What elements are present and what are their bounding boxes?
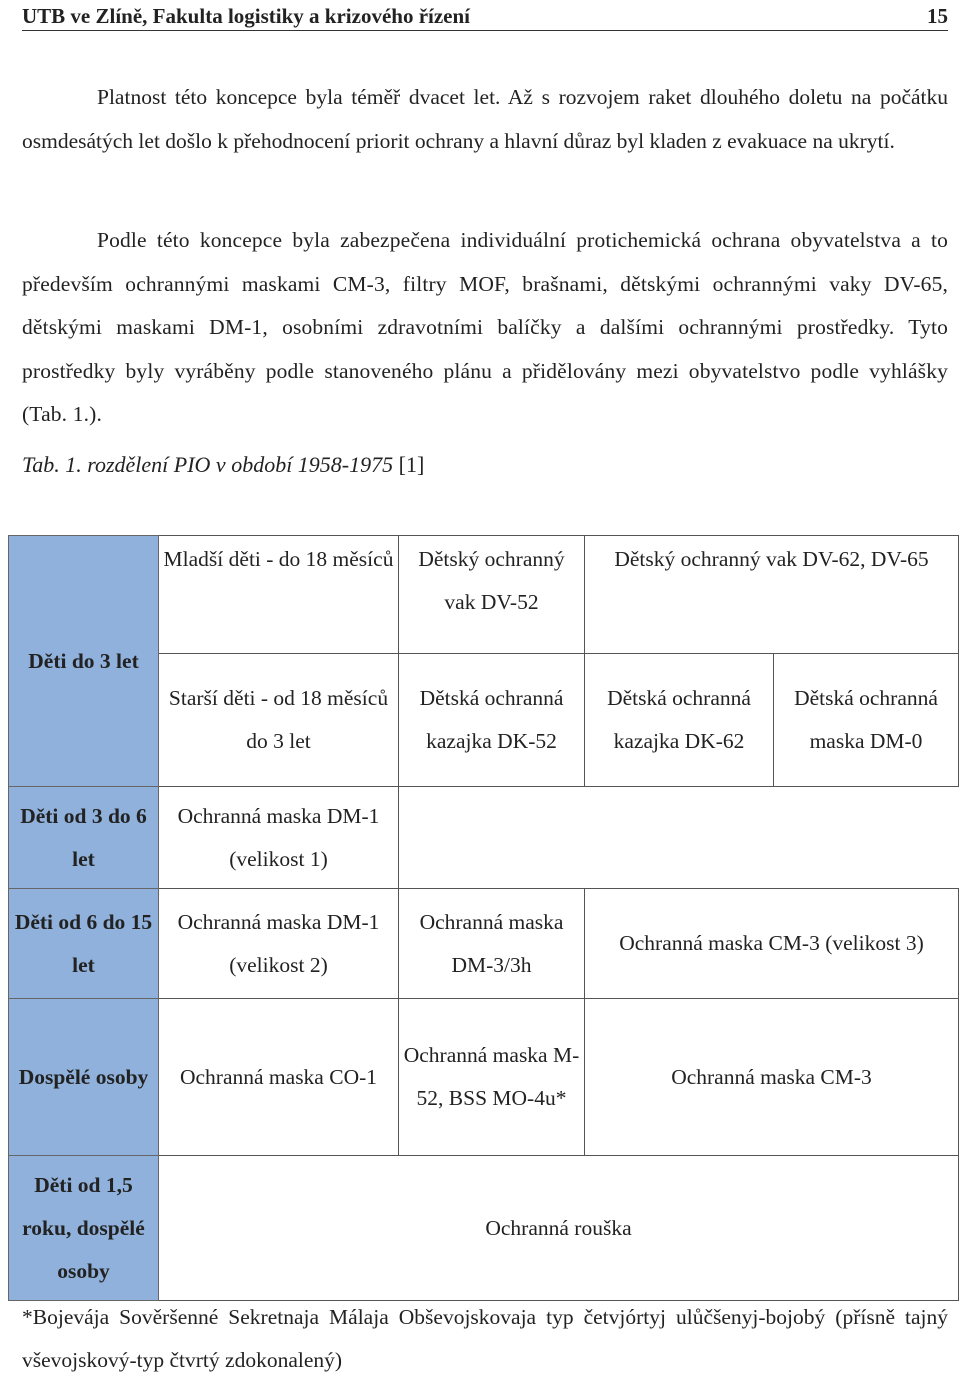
group-label-adults: Dospělé osoby	[9, 999, 159, 1156]
group-label-children-under-3: Děti do 3 let	[9, 536, 159, 787]
cell-younger-children: Mladší děti - do 18 měsíců	[159, 536, 399, 654]
table-caption-text: Tab. 1. rozdělení PIO v období 1958-1975	[22, 452, 394, 477]
table-row	[9, 889, 959, 999]
cell-co1: Ochranná maska CO-1	[159, 999, 399, 1156]
header-title: UTB ve Zlíně, Fakulta logistiky a krizového řízení	[22, 3, 471, 28]
cell-dk62: Dětská ochranná kazajka DK-62	[585, 654, 774, 787]
footnote	[22, 1296, 948, 1382]
cell-dv62-dv65: Dětský ochranný vak DV-62, DV-65	[585, 536, 959, 654]
table-row	[9, 536, 959, 654]
cell-older-children: Starší děti - od 18 měsíců do 3 let	[159, 654, 399, 787]
paragraph-1-text: Platnost této koncepce byla téměř dvacet let. Až s rozvojem raket dlouhého doletu na počátku osmdesátých let došlo k přehodnocení priorit ochrany a hlavní důraz byl kladen z evakuace na ukrytí.	[22, 85, 948, 153]
cell-dm0: Dětská ochranná maska DM-0	[774, 654, 959, 787]
cell-dm1-size1: Ochranná maska DM-1 (velikost 1)	[159, 787, 399, 889]
paragraph-1	[22, 76, 948, 163]
paragraph-2	[22, 219, 948, 437]
cell-dv52: Dětský ochranný vak DV-52	[399, 536, 585, 654]
page-header	[22, 2, 948, 31]
group-label-children-6-15: Děti od 6 do 15 let	[9, 889, 159, 999]
table-row	[9, 787, 959, 889]
cell-cm3: Ochranná maska CM-3	[585, 999, 959, 1156]
cell-cm3-size3: Ochranná maska CM-3 (velikost 3)	[585, 889, 959, 999]
cell-m52-bss: Ochranná maska M-52, BSS MO-4u*	[399, 999, 585, 1156]
cell-dm1-size2: Ochranná maska DM-1 (velikost 2)	[159, 889, 399, 999]
pio-table	[8, 535, 959, 1301]
empty-cell	[399, 787, 959, 889]
group-label-children-3-6: Děti od 3 do 6 let	[9, 787, 159, 889]
paragraph-2-text: Podle této koncepce byla zabezpečena individuální protichemická ochrana obyvatelstva a to především ochrannými maskami CM-3, filtry MOF, brašnami, dětskými ochrannými vaky DV-65, dětskými maskami DM-1, osobními zdravotními balíčky a dalšími ochrannými prostředky. Tyto prostředky byly vyráběny podle stanoveného plánu a přidělovány mezi obyvatelstvo podle vyhlášky (Tab. 1.).	[22, 228, 948, 426]
table-row	[9, 999, 959, 1156]
citation-ref: [1]	[398, 452, 425, 477]
page-number: 15	[927, 3, 948, 28]
cell-dk52: Dětská ochranná kazajka DK-52	[399, 654, 585, 787]
footnote-text: *Bojevája Sověršenné Sekretnaja Málaja Obševojskovaja typ četvjórtyj ulůčšenyj-bojobý (přísně tajný vševojskový-typ čtvrtý zdokonalený)	[22, 1305, 948, 1372]
group-label-children-15-adults: Děti od 1,5 roku, dospělé osoby	[9, 1156, 159, 1301]
table-caption	[22, 452, 424, 478]
cell-rouska: Ochranná rouška	[159, 1156, 959, 1301]
cell-dm3: Ochranná maska DM-3/3h	[399, 889, 585, 999]
table-row	[9, 1156, 959, 1301]
